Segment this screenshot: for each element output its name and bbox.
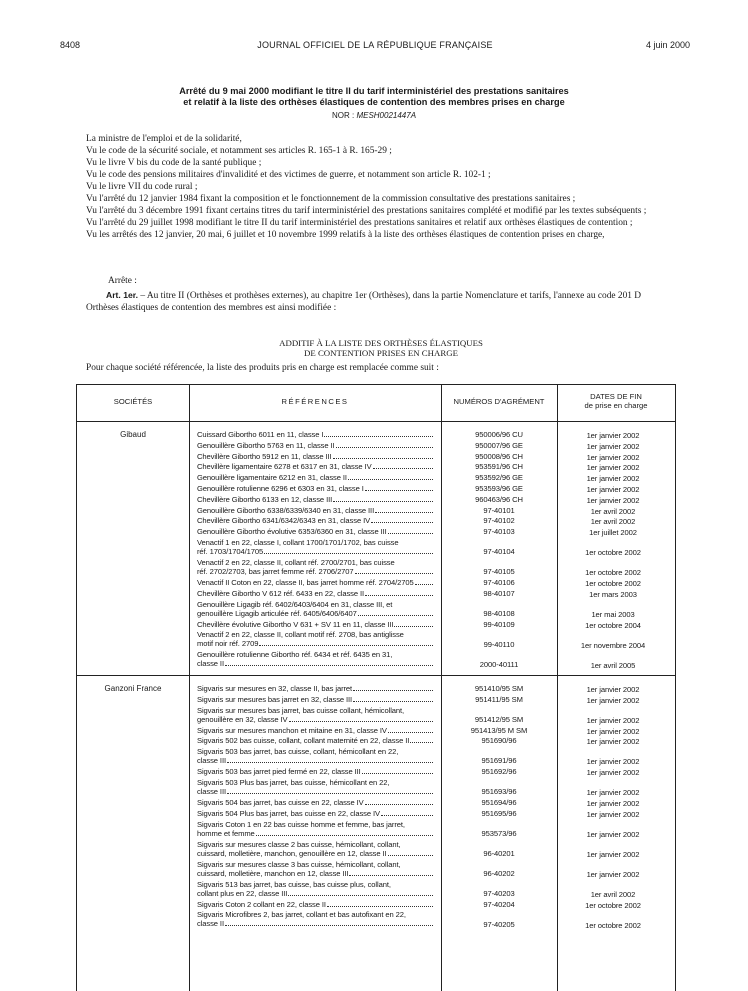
- agrement-number: 97-40103: [483, 527, 515, 537]
- table-divider-1: [189, 385, 190, 991]
- reference-text: Genouillère ligamentaire 6212 en 31, classe II: [197, 473, 347, 483]
- reference-cell: [197, 726, 433, 735]
- reference-text: Chevillère ligamentaire 6278 et 6317 en 31, classe IV: [197, 462, 372, 472]
- end-date: 1er janvier 2002: [586, 849, 640, 859]
- agrement-number: 953593/96 GE: [475, 484, 523, 493]
- reference-line: [197, 695, 433, 704]
- reference-text: Sigvaris 503 bas jarret pied fermé en 22, classe III: [197, 767, 361, 777]
- end-date: 1er janvier 2002: [586, 495, 640, 505]
- societe-name: Gibaud: [120, 430, 146, 439]
- visa-line: Vu les arrêtés des 12 janvier, 20 mai, 6 juillet et 10 novembre 1999 relatifs à la liste des orthèses élastiques de contention prises en charge,: [86, 230, 605, 240]
- decree-title-line1: Arrêté du 9 mai 2000 modifiant le titre II du tarif interministériel des prestations sanitaires: [179, 86, 569, 96]
- reference-text: classe III: [197, 787, 226, 796]
- reference-cell: [197, 516, 433, 525]
- reference-line: [197, 567, 433, 576]
- dot-leader: [327, 900, 433, 907]
- dot-leader: [394, 620, 433, 627]
- dot-leader: [259, 639, 433, 646]
- visa-line: Vu l'arrêté du 12 janvier 1984 fixant la composition et le fonctionnement de la commission consultative des prestations sanitaires ;: [86, 194, 576, 204]
- dot-leader: [415, 578, 433, 585]
- reference-cell: [197, 809, 433, 818]
- reference-line: Sigvaris 513 bas jarret, bas cuisse, bas cuisse plus, collant,: [197, 879, 391, 889]
- visa-line: Vu le livre V bis du code de la santé publique ;: [86, 158, 262, 168]
- reference-line: [197, 506, 433, 515]
- article-1: [86, 289, 676, 314]
- reference-line: [197, 767, 433, 776]
- end-date: 1er mars 2003: [589, 589, 637, 599]
- reference-line: [197, 809, 433, 818]
- col-header-dates-line1: DATES DE FIN: [590, 392, 642, 401]
- reference-line: [197, 798, 433, 807]
- reference-cell: [197, 880, 433, 898]
- dot-leader: [227, 787, 433, 794]
- reference-line: [197, 659, 433, 668]
- reference-cell: [197, 620, 433, 629]
- reference-line: [197, 452, 433, 461]
- visa-line: Vu le code de la sécurité sociale, et notamment ses articles R. 165-1 à R. 165-29 ;: [86, 146, 392, 156]
- reference-cell: [197, 684, 433, 693]
- dot-leader: [256, 829, 433, 836]
- visa-line: Vu l'arrêté du 29 juillet 1998 modifiant le titre II du tarif interministériel des prestations sanitaires et relatif aux orthèses élastiques de contention ;: [86, 218, 633, 228]
- reference-line: [197, 609, 433, 618]
- reference-text: Chevillère Gibortho 5912 en 11, classe III: [197, 451, 332, 461]
- agrement-number: 951690/96: [481, 736, 517, 746]
- reference-line: Venactif 1 en 22, classe I, collant 1700/1701/1702, bas cuisse: [197, 538, 399, 547]
- agrement-number: 951411/95 SM: [475, 694, 523, 704]
- reference-text: Cuissard Gibortho 6011 en 11, classe I: [197, 430, 324, 439]
- reference-line: Sigvaris 503 Plus bas jarret, bas cuisse, hémicollant en 22,: [197, 778, 390, 787]
- reference-cell: [197, 840, 433, 858]
- end-date: 1er janvier 2002: [586, 768, 640, 778]
- reference-text: Sigvaris 504 Plus bas jarret, bas cuisse en 22, classe IV: [197, 808, 380, 818]
- dot-leader: [355, 567, 433, 574]
- reference-cell: [197, 589, 433, 598]
- reference-line: [197, 736, 433, 745]
- reference-cell: [197, 695, 433, 704]
- reference-line: [197, 589, 433, 598]
- reference-text: classe III: [197, 756, 226, 766]
- dot-leader: [289, 715, 434, 722]
- societe-name: Ganzoni France: [104, 684, 162, 693]
- reference-text: Chevillère évolutive Gibortho V 631 + SV 11 en 11, classe III: [197, 619, 394, 629]
- reference-text: collant plus en 22, classe III: [197, 888, 288, 898]
- dot-leader: [365, 798, 433, 805]
- issue-date: 4 juin 2000: [645, 40, 690, 50]
- agrement-number: 951694/96: [481, 798, 517, 807]
- end-date: 1er juillet 2002: [589, 528, 637, 538]
- reference-cell: [197, 706, 433, 724]
- dot-leader: [388, 849, 433, 856]
- dot-leader: [353, 695, 433, 702]
- reference-cell: [197, 484, 433, 493]
- agrement-number: 96-40201: [483, 848, 515, 858]
- dot-leader: [381, 809, 433, 816]
- visa-line: Vu le code des pensions militaires d'invalidité et des victimes de guerre, et notamment son article R. 102-1 ;: [86, 170, 491, 180]
- nor-label: NOR :: [331, 111, 355, 120]
- col-header-numeros: NUMÉROS D'AGRÉMENT: [453, 397, 545, 406]
- dot-leader: [225, 659, 433, 666]
- reference-cell: [197, 600, 433, 618]
- agrement-number: 951695/96: [481, 808, 517, 818]
- reference-line: [197, 869, 433, 878]
- end-date: 1er octobre 2002: [585, 568, 641, 578]
- agrement-number: 98-40107: [483, 588, 515, 598]
- dot-leader: [348, 473, 433, 480]
- reference-text: Genouillère rotulienne 6296 et 6303 en 31, classe I: [197, 484, 364, 493]
- article-1-text: – Au titre II (Orthèses et prothèses externes), au chapitre 1er (Orthèses), dans la partie Nomenclature et tarifs, l'annexe au code 201 D Orthèses élastiques de contention des membres est ainsi modifiée :: [86, 291, 642, 313]
- reference-text: Sigvaris Coton 2 collant en 22, classe II: [197, 899, 326, 909]
- reference-text: homme et femme: [197, 828, 255, 838]
- end-date: 1er octobre 2002: [585, 548, 641, 558]
- end-date: 1er janvier 2002: [586, 485, 640, 494]
- agrement-number: 951691/96: [481, 756, 517, 766]
- end-date: 1er janvier 2002: [586, 869, 640, 879]
- reference-line: [197, 527, 433, 536]
- end-date: 1er avril 2002: [590, 506, 636, 516]
- end-date: 1er avril 2005: [590, 660, 636, 670]
- dot-leader: [353, 684, 433, 691]
- arrete-label: Arrête :: [108, 276, 137, 286]
- agrement-number: 97-40106: [483, 578, 515, 587]
- reference-cell: [197, 736, 433, 745]
- agrement-number: 97-40104: [483, 547, 515, 557]
- reference-cell: [197, 910, 433, 928]
- reference-text: Chevillère Gibortho 6341/6342/6343 en 31, classe IV: [197, 516, 371, 526]
- reference-line: [197, 726, 433, 735]
- reference-cell: [197, 650, 433, 668]
- reference-line: [197, 639, 433, 648]
- agrement-number: 951412/95 SM: [474, 714, 524, 724]
- agrement-number: 951692/96: [481, 767, 517, 777]
- agrement-number: 97-40101: [483, 505, 515, 515]
- reference-text: Genouillère Gibortho 5763 en 11, classe II: [197, 440, 335, 450]
- dot-leader: [371, 516, 433, 523]
- additif-line1: ADDITIF À LA LISTE DES ORTHÈSES ÉLASTIQUES: [279, 338, 483, 348]
- end-date: 1er janvier 2002: [586, 757, 640, 767]
- article-1-label: Art. 1er.: [106, 290, 139, 300]
- reference-line: [197, 473, 433, 482]
- reference-line: [197, 715, 433, 724]
- reference-cell: [197, 860, 433, 878]
- reference-text: Sigvaris sur mesures bas jarret en 32, classe III: [197, 694, 353, 704]
- end-date: 1er janvier 2002: [586, 431, 640, 440]
- reference-line: Sigvaris Coton 1 en 22 bas cuisse homme et femme, bas jarret,: [197, 819, 405, 829]
- agrement-number: 97-40102: [483, 516, 515, 526]
- reference-cell: [197, 820, 433, 838]
- end-date: 1er janvier 2002: [586, 441, 640, 451]
- end-date: 1er janvier 2002: [586, 737, 640, 747]
- end-date: 1er janvier 2002: [586, 799, 640, 808]
- reference-text: cuissard, molletière, manchon en 12, classe III: [197, 868, 349, 878]
- dot-leader: [365, 589, 433, 596]
- dot-leader: [227, 756, 433, 763]
- agrement-number: 950006/96 CU: [475, 430, 523, 439]
- reference-text: classe II: [197, 659, 224, 669]
- reference-text: Sigvaris 502 bas cuisse, collant, collant maternité en 22, classe II: [197, 736, 410, 746]
- reference-cell: [197, 558, 433, 576]
- end-date: 1er novembre 2004: [580, 640, 646, 650]
- reference-text: Genouillère Gibortho évolutive 6353/6360 en 31, classe III: [197, 527, 387, 537]
- col-header-dates: [557, 392, 675, 410]
- agrement-number: 97-40204: [483, 899, 515, 909]
- end-date: 1er janvier 2002: [586, 809, 640, 819]
- agrement-number: 97-40205: [483, 919, 515, 929]
- agrement-number: 951410/95 SM: [474, 684, 524, 693]
- reference-line: [197, 547, 433, 556]
- end-date: 1er avril 2002: [590, 889, 636, 899]
- reference-cell: [197, 578, 433, 587]
- additif-heading: [86, 338, 676, 358]
- running-header: [60, 40, 690, 54]
- reference-line: [197, 462, 433, 471]
- reference-cell: [197, 630, 433, 648]
- end-date: 1er avril 2002: [590, 517, 636, 527]
- agrement-number: 2000-40111: [479, 659, 519, 669]
- col-header-references: RÉFÉRENCES: [281, 397, 349, 406]
- end-date: 1er janvier 2002: [586, 474, 640, 484]
- reference-line: Sigvaris 503 bas jarret, bas cuisse, collant, hémicollant en 22,: [197, 747, 399, 757]
- table-header-rule: [77, 421, 675, 422]
- dot-leader: [375, 506, 433, 513]
- agrement-number: 953573/96: [481, 828, 517, 838]
- reference-line: [197, 516, 433, 525]
- reference-text: réf. 2702/2703, bas jarret femme réf. 2706/2707: [197, 567, 354, 576]
- reference-cell: [197, 495, 433, 504]
- reference-text: genouillère Ligagib articulée réf. 6405/6406/6407: [197, 608, 357, 618]
- dot-leader: [388, 726, 433, 733]
- col-header-dates-line2: de prise en charge: [584, 401, 648, 410]
- dot-leader: [349, 869, 433, 876]
- reference-text: Sigvaris sur mesures en 32, classe II, bas jarret: [197, 684, 353, 693]
- reference-text: Genouillère Gibortho 6338/6339/6340 en 31, classe III: [197, 505, 375, 515]
- minister-line: La ministre de l'emploi et de la solidarité,: [86, 134, 242, 144]
- reference-text: réf. 1703/1704/1705: [197, 547, 264, 556]
- reference-line: [197, 900, 433, 909]
- reference-text: genouillère en 32, classe IV: [197, 714, 288, 724]
- reference-line: Sigvaris sur mesures classe 3 bas cuisse, hémicollant, collant,: [197, 859, 401, 869]
- visas-block: [86, 133, 676, 241]
- reference-cell: [197, 441, 433, 450]
- agrement-number: 951693/96: [481, 787, 517, 797]
- end-date: 1er janvier 2002: [586, 829, 640, 839]
- reference-cell: [197, 452, 433, 461]
- reference-cell: [197, 527, 433, 536]
- reference-line: [197, 787, 433, 796]
- dot-leader: [373, 462, 433, 469]
- dot-leader: [365, 484, 433, 491]
- agrement-number: 960463/96 CH: [475, 494, 523, 504]
- agrement-number: 98-40108: [483, 608, 515, 618]
- products-table: [76, 384, 676, 991]
- agrement-number: 953592/96 GE: [475, 473, 523, 483]
- agrement-number: 99-40109: [483, 619, 515, 629]
- reference-line: [197, 829, 433, 838]
- reference-cell: [197, 462, 433, 471]
- reference-text: classe II: [197, 919, 224, 929]
- reference-line: [197, 578, 433, 587]
- reference-line: [197, 495, 433, 504]
- agrement-number: 96-40202: [483, 868, 515, 878]
- page-number: 8408: [60, 40, 81, 50]
- dot-leader: [336, 441, 434, 448]
- journal-title: JOURNAL OFFICIEL DE LA RÉPUBLIQUE FRANÇAISE: [257, 40, 493, 50]
- dot-leader: [333, 495, 433, 502]
- decree-title: [80, 86, 668, 107]
- dot-leader: [410, 736, 433, 743]
- end-date: 1er janvier 2002: [586, 463, 640, 473]
- reference-text: motif noir réf. 2709: [197, 639, 259, 649]
- dot-leader: [288, 889, 433, 896]
- reference-line: Sigvaris sur mesures bas jarret, bas cuisse collant, hémicollant,: [197, 705, 405, 715]
- table-divider-2: [441, 385, 442, 991]
- end-date: 1er mai 2003: [591, 609, 635, 619]
- reference-cell: [197, 778, 433, 796]
- reference-line: [197, 684, 433, 693]
- dot-leader: [358, 609, 433, 616]
- reference-line: Venactif 2 en 22, classe II, collant réf. 2700/2701, bas cuisse: [197, 558, 395, 567]
- dot-leader: [324, 430, 433, 437]
- end-date: 1er janvier 2002: [586, 452, 640, 462]
- reference-text: cuissard, molletière, manchon, genouillère en 12, classe II: [197, 848, 387, 858]
- visa-line: Vu l'arrêté du 3 décembre 1991 fixant certains titres du tarif interministériel des prestations sanitaires complété et modifié par les textes subséquents ;: [86, 206, 647, 216]
- reference-cell: [197, 430, 433, 439]
- reference-cell: [197, 538, 433, 556]
- reference-cell: [197, 798, 433, 807]
- reference-line: Venactif 2 en 22, classe II, collant motif réf. 2708, bas antiglisse: [197, 630, 404, 640]
- reference-line: [197, 484, 433, 493]
- reference-line: [197, 919, 433, 928]
- end-date: 1er octobre 2004: [585, 620, 641, 630]
- reference-text: Chevillère Gibortho 6133 en 12, classe III: [197, 494, 333, 504]
- agrement-number: 99-40110: [483, 639, 515, 649]
- end-date: 1er janvier 2002: [586, 695, 640, 705]
- reference-line: Genouillère Ligagib réf. 6402/6403/6404 en 31, classe III, et: [197, 599, 393, 609]
- reference-cell: [197, 747, 433, 765]
- reference-line: Genouillère rotulienne Gibortho réf. 6434 et réf. 6435 en 31,: [197, 650, 393, 660]
- agrement-number: 97-40203: [483, 888, 515, 898]
- dot-leader: [264, 547, 433, 554]
- reference-line: [197, 430, 433, 439]
- reference-line: Sigvaris Microfibres 2, bas jarret, collant et bas autofixant en 22,: [197, 910, 406, 920]
- dot-leader: [388, 527, 433, 534]
- end-date: 1er octobre 2002: [585, 579, 641, 588]
- agrement-number: 950008/96 CH: [475, 451, 523, 461]
- reference-cell: [197, 506, 433, 515]
- reference-text: Sigvaris 504 bas jarret, bas cuisse en 22, classe IV: [197, 798, 364, 807]
- end-date: 1er janvier 2002: [586, 788, 640, 798]
- decree-title-line2: et relatif à la liste des orthèses élastiques de contention des membres prises en charge: [183, 96, 565, 107]
- reference-text: Venactif II Coton en 22, classe II, bas jarret homme réf. 2704/2705: [197, 578, 414, 587]
- table-divider-3: [557, 385, 558, 991]
- nor-reference: [80, 111, 668, 120]
- reference-line: Sigvaris sur mesures classe 2 bas cuisse, hémicollant, collant,: [197, 839, 401, 849]
- nor-value: MESH0021447A: [356, 111, 417, 120]
- agrement-number: 97-40105: [483, 567, 515, 577]
- reference-line: [197, 849, 433, 858]
- dot-leader: [362, 767, 433, 774]
- reference-text: Chevillère Gibortho V 612 réf. 6433 en 22, classe II: [197, 588, 365, 598]
- agrement-number: 951413/95 M SM: [470, 725, 528, 735]
- agrement-number: 953591/96 CH: [475, 462, 523, 472]
- reference-cell: [197, 473, 433, 482]
- reference-cell: [197, 900, 433, 909]
- table-intro: Pour chaque société référencée, la liste des produits pris en charge est remplacée comme suit :: [86, 363, 439, 373]
- dot-leader: [333, 452, 433, 459]
- visa-line: Vu le livre VII du code rural ;: [86, 182, 198, 192]
- end-date: 1er octobre 2002: [585, 920, 641, 930]
- col-header-societes: SOCIÉTÉS: [113, 397, 153, 406]
- agrement-number: 950007/96 GE: [475, 440, 523, 450]
- reference-line: [197, 756, 433, 765]
- end-date: 1er octobre 2002: [585, 900, 641, 910]
- end-date: 1er janvier 2002: [586, 726, 640, 736]
- reference-line: [197, 889, 433, 898]
- additif-line2: DE CONTENTION PRISES EN CHARGE: [304, 348, 458, 358]
- reference-line: [197, 620, 433, 629]
- table-group-rule: [77, 675, 675, 676]
- end-date: 1er janvier 2002: [586, 685, 640, 694]
- reference-cell: [197, 767, 433, 776]
- reference-text: Sigvaris sur mesures manchon et mitaine en 31, classe IV: [197, 725, 387, 735]
- end-date: 1er janvier 2002: [586, 715, 640, 725]
- dot-leader: [225, 919, 433, 926]
- reference-line: [197, 441, 433, 450]
